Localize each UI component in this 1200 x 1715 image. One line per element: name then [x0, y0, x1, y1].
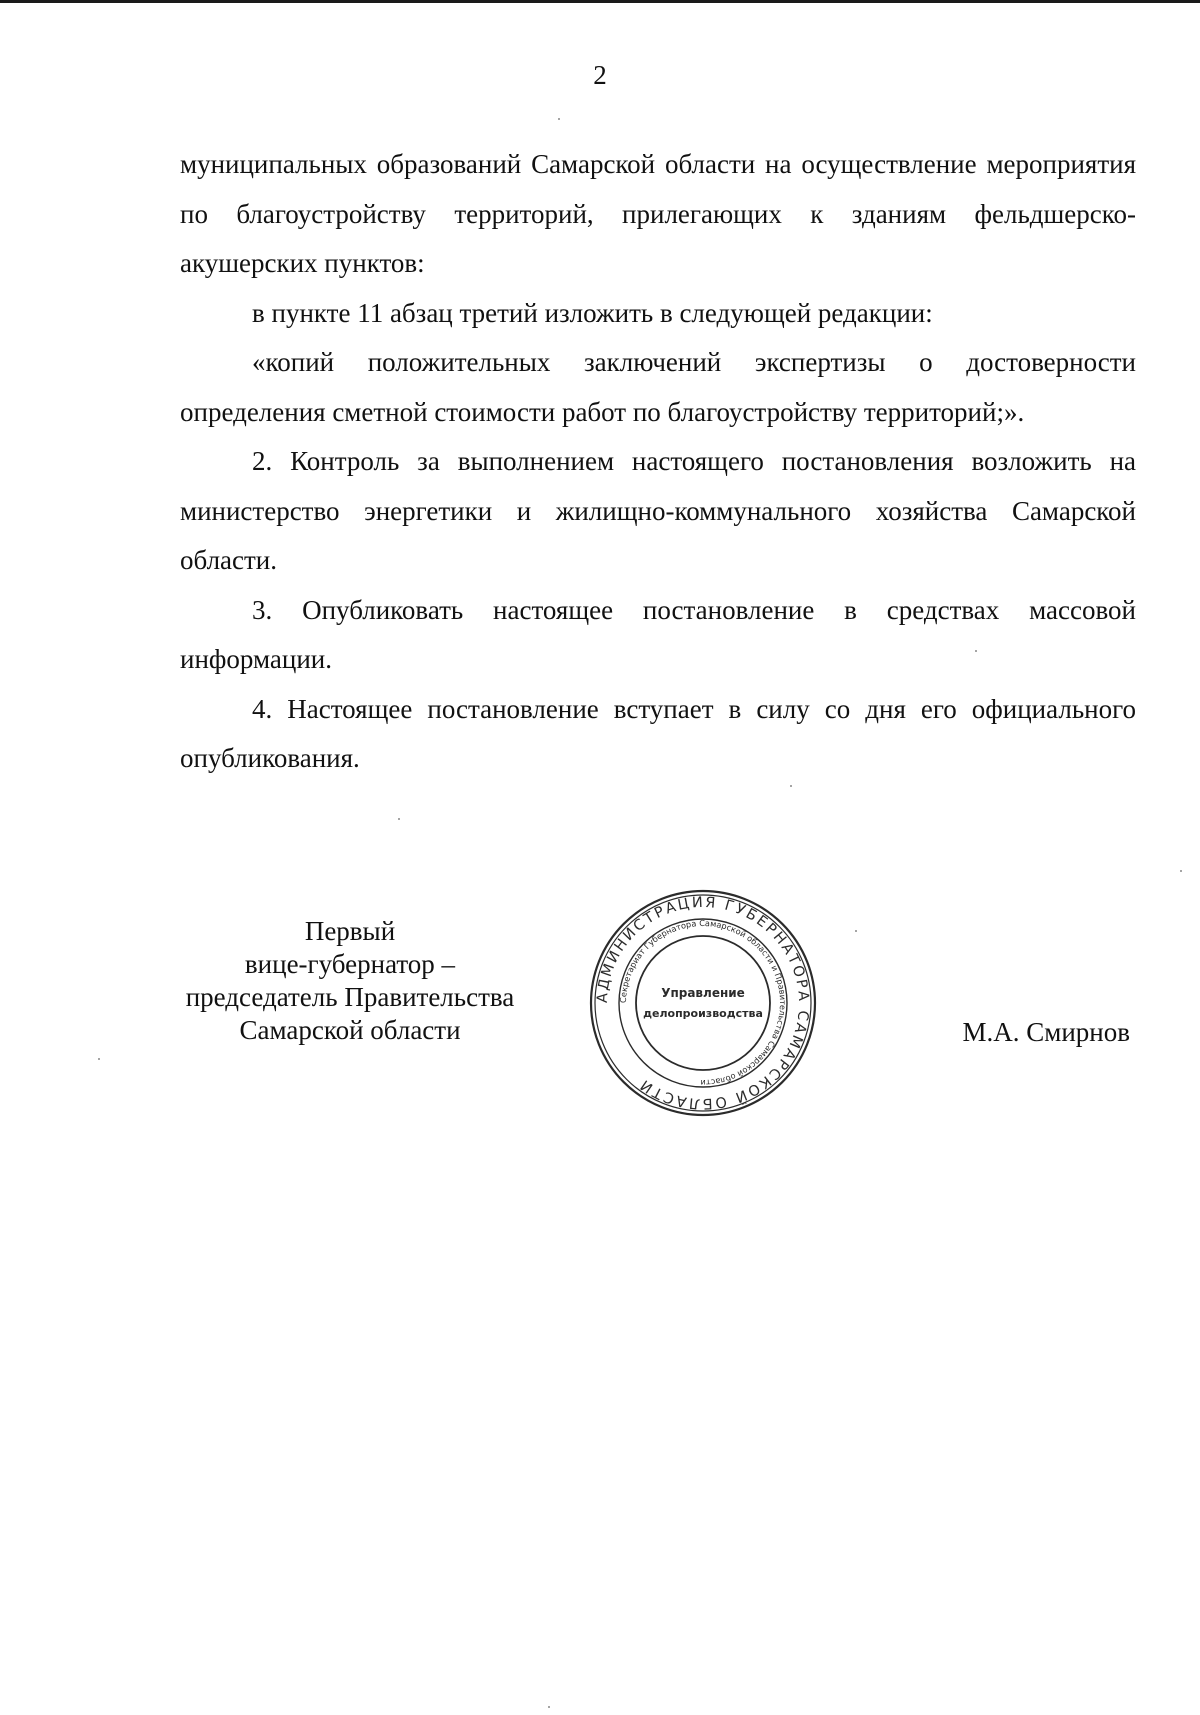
signatory-title-line: вице-губернатор –	[244, 949, 456, 979]
document-body	[180, 140, 1136, 784]
seal-icon	[585, 885, 821, 1121]
page-number: 2	[593, 60, 607, 90]
signatory-title-line: председатель Правительства	[185, 982, 515, 1012]
paragraph-amendment-text: «копий положительных заключений экспертизы о достоверности определения сметной стоимости работ по благоустройству территорий;».	[180, 347, 1136, 427]
scan-speck	[548, 1706, 550, 1708]
scan-speck	[1180, 870, 1182, 872]
signatory-title-line: Первый	[304, 916, 396, 946]
seal-outer-text: АДМИНИСТРАЦИЯ ГУБЕРНАТОРА САМАРСКОЙ ОБЛАСТИ	[594, 894, 812, 1112]
paragraph-item-3: 3. Опубликовать настоящее постановление в средствах массовой информации.	[180, 594, 1136, 674]
scan-speck	[98, 1058, 100, 1060]
paragraph-item-4: 4. Настоящее постановление вступает в силу со дня его официального опубликования.	[180, 693, 1136, 773]
seal-center-line-2: делопроизводства	[643, 1007, 763, 1020]
scan-speck	[558, 118, 560, 120]
paragraph-amendment-intro: в пункте 11 абзац третий изложить в следующей редакции:	[252, 297, 933, 328]
scan-speck	[855, 930, 857, 932]
official-seal-stamp	[585, 885, 821, 1121]
scan-speck	[975, 650, 977, 652]
signatory-title-line: Самарской области	[239, 1015, 461, 1045]
paragraph-continuation: муниципальных образований Самарской области на осуществление мероприятия по благоустройству территорий, прилегающих к зданиям фельдшерско-акушерских пунктов:	[180, 149, 1136, 278]
signatory-title	[180, 915, 520, 1047]
scan-speck	[790, 785, 792, 787]
top-edge-rule	[0, 0, 1200, 3]
seal-inner-text: Секретариат Губернатора Самарской области и Правительства Самарской области	[617, 917, 789, 1089]
scan-speck	[398, 818, 400, 820]
paragraph-item-2: 2. Контроль за выполнением настоящего постановления возложить на министерство энергетики и жилищно-коммунального хозяйства Самарской области.	[180, 446, 1136, 575]
seal-center-line-1: Управление	[661, 986, 745, 1000]
signatory-name: М.А. Смирнов	[962, 1017, 1130, 1047]
